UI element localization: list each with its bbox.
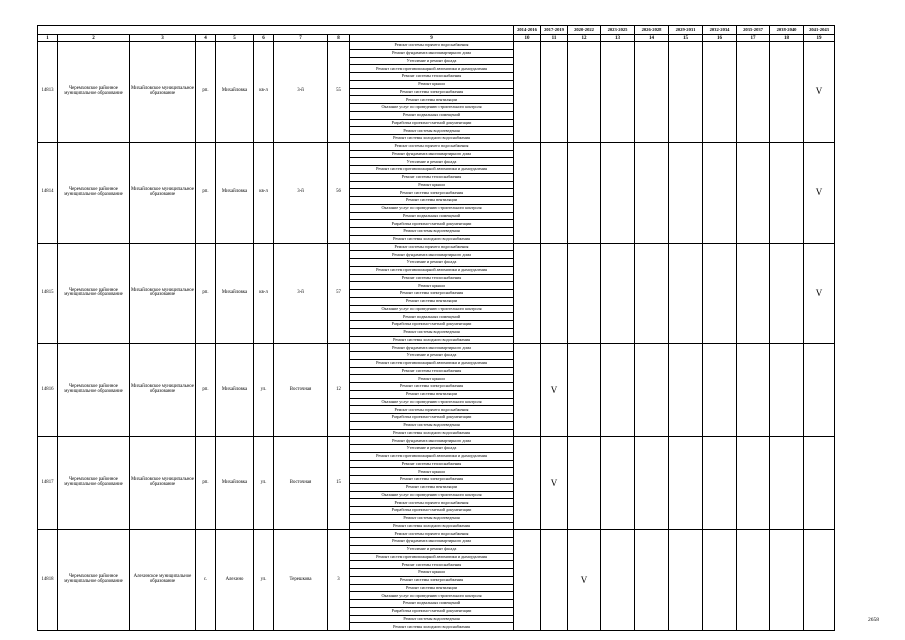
house-id: 14813 — [38, 42, 58, 143]
column-number: 14 — [635, 35, 669, 42]
work-item: Ремонт системы вентиляции — [350, 297, 514, 305]
work-item: Ремонт системы горячего водоснабжения — [350, 406, 514, 414]
district-name: Черемховское районное муниципальное образование — [58, 437, 130, 530]
work-item: Ремонт системы холодного водоснабжения — [350, 429, 514, 437]
period-cell — [703, 142, 737, 243]
column-number: 8 — [328, 35, 350, 42]
work-item: Ремонт системы электроснабжения — [350, 383, 514, 391]
work-item: Ремонт системы водоотведения — [350, 328, 514, 336]
work-item: Ремонт крыши — [350, 569, 514, 577]
district-name: Черемховское районное муниципальное образование — [58, 42, 130, 143]
work-item: Ремонт систем противопожарной автоматики и дымоудаления — [350, 359, 514, 367]
period-cell — [703, 344, 737, 437]
work-item: Ремонт крыши — [350, 80, 514, 88]
period-cell — [514, 142, 541, 243]
work-item: Утепление и ремонт фасада — [350, 545, 514, 553]
house-number: 56 — [328, 142, 350, 243]
period-cell — [737, 42, 770, 143]
period-cell — [635, 142, 669, 243]
municipality-name: Михайловское муниципальное образование — [130, 344, 196, 437]
work-item: Ремонт системы электроснабжения — [350, 88, 514, 96]
period-cell — [669, 243, 703, 344]
period-cell — [514, 437, 541, 530]
period-cell — [804, 344, 835, 437]
period-cell — [541, 530, 568, 631]
work-item: Ремонт фундамента многоквартирного дома — [350, 150, 514, 158]
settlement-type: рп. — [196, 142, 216, 243]
period-cell — [703, 42, 737, 143]
house-number: 3 — [328, 530, 350, 631]
column-number: 10 — [514, 35, 541, 42]
column-number: 19 — [804, 35, 835, 42]
period-cell — [770, 243, 804, 344]
work-item: Ремонт системы горячего водоснабжения — [350, 530, 514, 538]
work-item: Ремонт системы горячего водоснабжения — [350, 42, 514, 50]
work-item: Утепление и ремонт фасада — [350, 57, 514, 65]
district-name: Черемховское районное муниципальное образование — [58, 243, 130, 344]
period-cell — [601, 42, 635, 143]
work-item: Ремонт системы теплоснабжения — [350, 460, 514, 468]
year-header: 2020-2022 — [568, 26, 601, 35]
year-header: 2038-2040 — [770, 26, 804, 35]
period-cell — [703, 530, 737, 631]
period-mark: V — [804, 142, 835, 243]
year-header-row — [38, 26, 835, 35]
house-id: 14814 — [38, 142, 58, 243]
page-number: 2658 — [868, 617, 879, 623]
period-cell — [635, 437, 669, 530]
work-item: Разработка проектно-сметной документации — [350, 507, 514, 515]
work-item: Ремонт системы водоотведения — [350, 127, 514, 135]
period-cell — [541, 243, 568, 344]
period-cell — [635, 344, 669, 437]
work-item: Ремонт системы электроснабжения — [350, 290, 514, 298]
table-row — [38, 530, 835, 538]
work-item: Ремонт крыши — [350, 181, 514, 189]
period-cell — [737, 142, 770, 243]
work-item: Ремонт систем противопожарной автоматики и дымоудаления — [350, 553, 514, 561]
table-row — [38, 344, 835, 352]
work-item: Ремонт системы электроснабжения — [350, 576, 514, 584]
period-cell — [601, 530, 635, 631]
period-cell — [514, 530, 541, 631]
municipality-name: Михайловское муниципальное образование — [130, 42, 196, 143]
period-cell — [669, 437, 703, 530]
work-item: Ремонт подвальных помещений — [350, 111, 514, 119]
settlement-type: рп. — [196, 437, 216, 530]
period-cell — [770, 344, 804, 437]
table-row — [38, 437, 835, 445]
work-item: Ремонт крыши — [350, 375, 514, 383]
year-header: 2035-2037 — [737, 26, 770, 35]
column-number: 1 — [38, 35, 58, 42]
municipality-name: Алехинское муниципальное образование — [130, 530, 196, 631]
period-cell — [804, 437, 835, 530]
period-cell — [804, 530, 835, 631]
district-name: Черемховское районное муниципальное образование — [58, 142, 130, 243]
work-item: Ремонт системы теплоснабжения — [350, 367, 514, 375]
street-name: 3-й — [274, 243, 328, 344]
period-cell — [541, 42, 568, 143]
period-cell — [737, 344, 770, 437]
house-id: 14815 — [38, 243, 58, 344]
street-type: кв-л — [254, 42, 274, 143]
work-item: Ремонт системы водоотведения — [350, 228, 514, 236]
street-name: 3-й — [274, 42, 328, 143]
year-header: 2026-2028 — [635, 26, 669, 35]
street-name: Восточная — [274, 344, 328, 437]
table-row — [38, 42, 835, 50]
period-cell — [669, 344, 703, 437]
period-cell — [514, 344, 541, 437]
work-item: Ремонт системы вентиляции — [350, 483, 514, 491]
period-cell — [635, 42, 669, 143]
work-item: Разработка проектно-сметной документации — [350, 321, 514, 329]
municipality-name: Михайловское муниципальное образование — [130, 142, 196, 243]
work-item: Ремонт системы водоотведения — [350, 514, 514, 522]
column-number: 17 — [737, 35, 770, 42]
work-item: Ремонт системы холодного водоснабжения — [350, 623, 514, 631]
work-item: Ремонт фундамента многоквартирного дома — [350, 344, 514, 352]
period-cell — [737, 530, 770, 631]
work-item: Оказание услуг по проведению строительного контроля — [350, 592, 514, 600]
period-cell — [703, 243, 737, 344]
year-header: 2041-2043 — [804, 26, 835, 35]
settlement-type: рп. — [196, 42, 216, 143]
period-cell — [770, 437, 804, 530]
municipality-name: Михайловское муниципальное образование — [130, 243, 196, 344]
work-item: Утепление и ремонт фасада — [350, 158, 514, 166]
table-body — [38, 26, 835, 631]
work-item: Утепление и ремонт фасада — [350, 259, 514, 267]
street-name: 3-й — [274, 142, 328, 243]
period-cell — [568, 142, 601, 243]
period-mark: V — [568, 530, 601, 631]
work-item: Ремонт системы теплоснабжения — [350, 73, 514, 81]
street-type: ул. — [254, 437, 274, 530]
work-item: Утепление и ремонт фасада — [350, 352, 514, 360]
column-number: 16 — [703, 35, 737, 42]
period-cell — [737, 437, 770, 530]
street-name: Восточная — [274, 437, 328, 530]
column-number: 4 — [196, 35, 216, 42]
column-number: 5 — [216, 35, 254, 42]
column-number: 3 — [130, 35, 196, 42]
work-item: Ремонт системы электроснабжения — [350, 189, 514, 197]
work-item: Ремонт системы горячего водоснабжения — [350, 142, 514, 150]
period-cell — [568, 243, 601, 344]
settlement-type: с. — [196, 530, 216, 631]
period-cell — [541, 142, 568, 243]
work-item: Ремонт фундамента многоквартирного дома — [350, 49, 514, 57]
work-item: Оказание услуг по проведению строительного контроля — [350, 398, 514, 406]
work-item: Ремонт системы горячего водоснабжения — [350, 243, 514, 251]
year-header: 2023-2025 — [601, 26, 635, 35]
period-cell — [770, 530, 804, 631]
work-item: Ремонт подвальных помещений — [350, 212, 514, 220]
period-cell — [703, 437, 737, 530]
house-number: 12 — [328, 344, 350, 437]
table-row — [38, 243, 835, 251]
period-cell — [514, 243, 541, 344]
work-item: Ремонт крыши — [350, 282, 514, 290]
column-number: 15 — [669, 35, 703, 42]
settlement-name: Михайловка — [216, 42, 254, 143]
period-cell — [601, 142, 635, 243]
year-header: 2014-2016 — [514, 26, 541, 35]
street-type: кв-л — [254, 243, 274, 344]
settlement-name: Михайловка — [216, 142, 254, 243]
house-number: 57 — [328, 243, 350, 344]
settlement-name: Михайловка — [216, 437, 254, 530]
period-cell — [514, 42, 541, 143]
column-number: 18 — [770, 35, 804, 42]
settlement-name: Михайловка — [216, 243, 254, 344]
work-item: Оказание услуг по проведению строительного контроля — [350, 104, 514, 112]
work-item: Оказание услуг по проведению строительного контроля — [350, 305, 514, 313]
street-name: Терешкова — [274, 530, 328, 631]
column-number: 2 — [58, 35, 130, 42]
work-item: Ремонт системы горячего водоснабжения — [350, 499, 514, 507]
work-item: Ремонт системы вентиляции — [350, 197, 514, 205]
column-number-row — [38, 35, 835, 42]
work-item: Ремонт подвальных помещений — [350, 313, 514, 321]
period-cell — [770, 42, 804, 143]
work-item: Ремонт систем противопожарной автоматики и дымоудаления — [350, 166, 514, 174]
work-item: Оказание услуг по проведению строительного контроля — [350, 491, 514, 499]
work-item: Ремонт системы теплоснабжения — [350, 561, 514, 569]
work-item: Разработка проектно-сметной документации — [350, 607, 514, 615]
district-name: Черемховское районное муниципальное образование — [58, 344, 130, 437]
column-number: 7 — [274, 35, 328, 42]
period-cell — [737, 243, 770, 344]
settlement-type: рп. — [196, 243, 216, 344]
work-item: Утепление и ремонт фасада — [350, 445, 514, 453]
work-item: Ремонт фундамента многоквартирного дома — [350, 538, 514, 546]
period-mark: V — [541, 437, 568, 530]
street-type: кв-л — [254, 142, 274, 243]
column-number: 13 — [601, 35, 635, 42]
column-number: 6 — [254, 35, 274, 42]
work-item: Ремонт фундамента многоквартирного дома — [350, 251, 514, 259]
work-item: Ремонт системы теплоснабжения — [350, 173, 514, 181]
work-item: Ремонт подвальных помещений — [350, 600, 514, 608]
header-blank-cell — [38, 26, 514, 35]
period-cell — [669, 42, 703, 143]
settlement-name: Михайловка — [216, 344, 254, 437]
work-item: Ремонт систем противопожарной автоматики и дымоудаления — [350, 266, 514, 274]
work-item: Ремонт системы теплоснабжения — [350, 274, 514, 282]
work-item: Ремонт системы водоотведения — [350, 421, 514, 429]
capital-repair-table — [37, 25, 835, 631]
street-type: ул. — [254, 530, 274, 631]
period-cell — [601, 437, 635, 530]
work-item: Оказание услуг по проведению строительного контроля — [350, 204, 514, 212]
work-item: Ремонт системы вентиляции — [350, 584, 514, 592]
table-row — [38, 142, 835, 150]
work-item: Ремонт системы водоотведения — [350, 615, 514, 623]
period-cell — [770, 142, 804, 243]
house-number: 55 — [328, 42, 350, 143]
period-cell — [601, 344, 635, 437]
period-cell — [568, 437, 601, 530]
year-header: 2017-2019 — [541, 26, 568, 35]
work-item: Ремонт системы вентиляции — [350, 390, 514, 398]
year-header: 2032-2034 — [703, 26, 737, 35]
period-cell — [568, 42, 601, 143]
work-item: Ремонт системы холодного водоснабжения — [350, 336, 514, 344]
period-cell — [669, 142, 703, 243]
street-type: ул. — [254, 344, 274, 437]
period-mark: V — [541, 344, 568, 437]
period-cell — [635, 530, 669, 631]
house-id: 14817 — [38, 437, 58, 530]
work-item: Ремонт крыши — [350, 468, 514, 476]
column-number: 9 — [350, 35, 514, 42]
district-name: Черемховское районное муниципальное образование — [58, 530, 130, 631]
column-number: 11 — [541, 35, 568, 42]
work-item: Ремонт системы вентиляции — [350, 96, 514, 104]
house-id: 14816 — [38, 344, 58, 437]
work-item: Разработка проектно-сметной документации — [350, 119, 514, 127]
house-number: 15 — [328, 437, 350, 530]
period-mark: V — [804, 42, 835, 143]
settlement-type: рп. — [196, 344, 216, 437]
municipality-name: Михайловское муниципальное образование — [130, 437, 196, 530]
work-item: Ремонт системы холодного водоснабжения — [350, 522, 514, 530]
settlement-name: Алехино — [216, 530, 254, 631]
work-item: Ремонт системы холодного водоснабжения — [350, 235, 514, 243]
work-item: Ремонт системы электроснабжения — [350, 476, 514, 484]
work-item: Ремонт систем противопожарной автоматики и дымоудаления — [350, 452, 514, 460]
house-id: 14818 — [38, 530, 58, 631]
work-item: Разработка проектно-сметной документации — [350, 220, 514, 228]
work-item: Ремонт системы холодного водоснабжения — [350, 135, 514, 143]
work-item: Разработка проектно-сметной документации — [350, 414, 514, 422]
period-cell — [568, 344, 601, 437]
period-cell — [601, 243, 635, 344]
year-header: 2029-2031 — [669, 26, 703, 35]
work-item: Ремонт систем противопожарной автоматики и дымоудаления — [350, 65, 514, 73]
work-item: Ремонт фундамента многоквартирного дома — [350, 437, 514, 445]
period-cell — [635, 243, 669, 344]
period-mark: V — [804, 243, 835, 344]
column-number: 12 — [568, 35, 601, 42]
period-cell — [669, 530, 703, 631]
